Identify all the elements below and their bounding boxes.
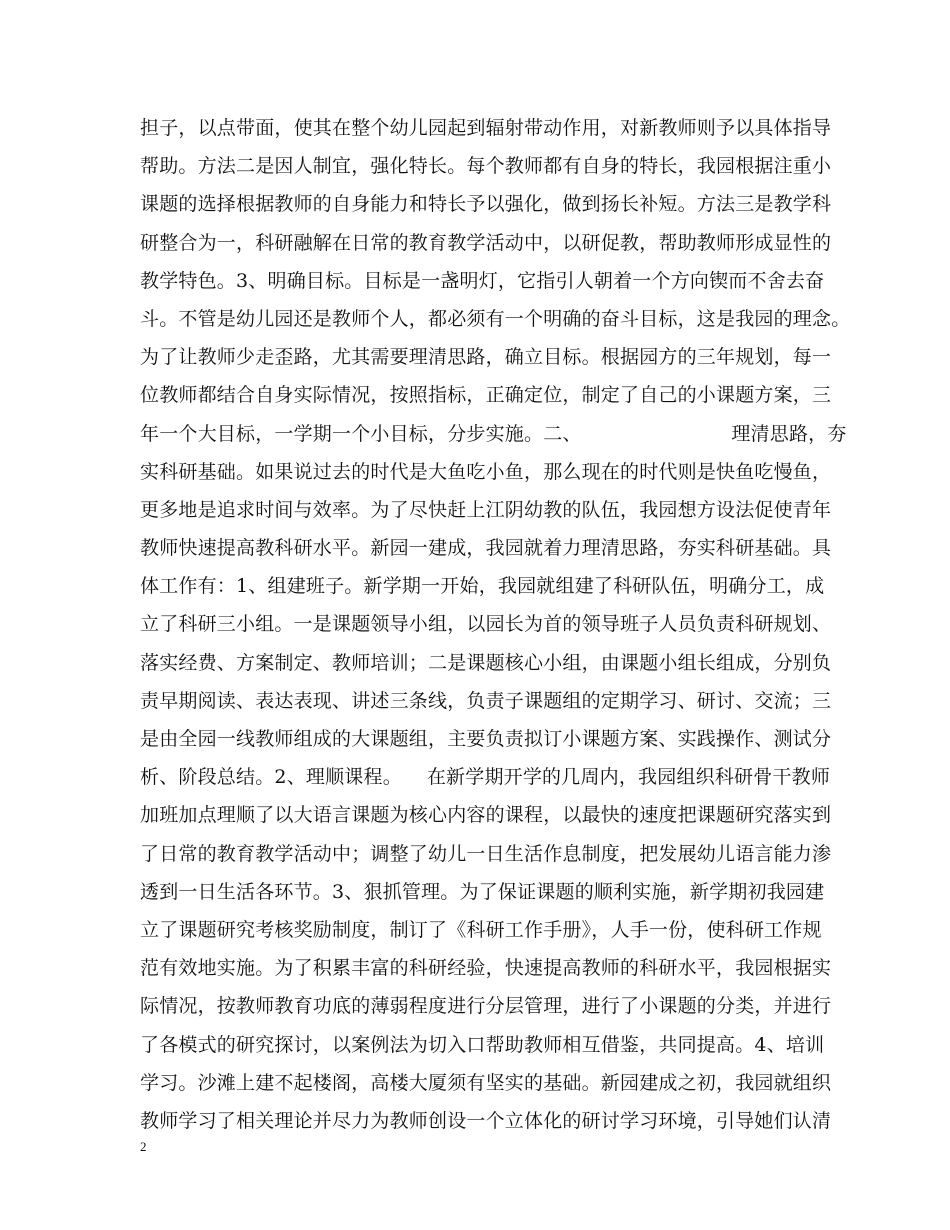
text-line: 加班加点理顺了以大语言课题为核心内容的课程，以最快的速度把课题研究落实到: [140, 804, 832, 827]
text-line: 课题的选择根据教师的自身能力和特长予以强化，做到扬长补短。方法三是教学科: [140, 193, 832, 216]
text-line: 了各模式的研究探讨，以案例法为切入口帮助教师相互借鉴，共同提高。4、培训: [140, 1033, 825, 1056]
text-line: 为了让教师少走歪路，尤其需要理清思路，确立目标。根据园方的三年规划，每一: [140, 346, 832, 369]
text-line: 立了课题研究考核奖励制度，制订了《科研工作手册》，人手一份，使科研工作规: [140, 918, 822, 941]
text-line: 立了科研三小组。一是课题领导小组，以园长为首的领导班子人员负责科研规划、: [140, 613, 832, 636]
text-line: 际情况，按教师教育功底的薄弱程度进行分层管理，进行了小课题的分类，并进行: [140, 995, 832, 1018]
text-line: 位教师都结合自身实际情况，按照指标，正确定位，制定了自己的小课题方案，三: [140, 384, 832, 407]
text-line: 析、阶段总结。2、理顺课程。 在新学期开学的几周内，我园组织科研骨干教师: [140, 766, 831, 789]
text-line: 帮助。方法二是因人制宜，强化特长。每个教师都有自身的特长，我园根据注重小: [140, 155, 832, 178]
text-line: 教学特色。3、明确目标。目标是一盏明灯，它指引人朝着一个方向锲而不舍去奋: [140, 269, 825, 292]
text-line: 实科研基础。如果说过去的时代是大鱼吃小鱼，那么现在的时代则是快鱼吃慢鱼，: [140, 460, 832, 483]
body-text: [140, 109, 851, 1140]
text-line: 教师学习了相关理论并尽力为教师创设一个立体化的研讨学习环境，引导她们认清: [140, 1109, 832, 1132]
text-line: 落实经费、方案制定、教师培训；二是课题核心小组，由课题小组长组成，分别负: [140, 651, 832, 674]
text-line: 担子，以点带面，使其在整个幼儿园起到辐射带动作用，对新教师则予以具体指导: [140, 117, 832, 139]
text-line: 体工作有：1、组建班子。新学期一开始，我园就组建了科研队伍，明确分工，成: [140, 575, 825, 598]
text-line: 研整合为一，科研融解在日常的教育教学活动中，以研促教，帮助教师形成显性的: [140, 231, 832, 254]
text-line: 学习。沙滩上建不起楼阁，高楼大厦须有坚实的基础。新园建成之初，我园就组织: [140, 1071, 832, 1094]
text-line: 了日常的教育教学活动中；调整了幼儿一日生活作息制度，把发展幼儿语言能力渗: [140, 842, 832, 865]
text-line: 斗。不管是幼儿园还是教师个人，都必须有一个明确的奋斗目标，这是我园的理念。: [140, 307, 851, 330]
page-number: 2: [140, 1139, 147, 1154]
text-line: 范有效地实施。为了积累丰富的科研经验，快速提高教师的科研水平，我园根据实: [140, 957, 832, 980]
text-line: 透到一日生活各环节。3、狠抓管理。为了保证课题的顺利实施，新学期初我园建: [140, 880, 825, 903]
text-line: 教师快速提高教科研水平。新园一建成，我园就着力理清思路，夯实科研基础。具: [140, 537, 832, 560]
text-line: 责早期阅读、表达表现、讲述三条线，负责子课题组的定期学习、研讨、交流；三: [140, 689, 832, 712]
text-line: 更多地是追求时间与效率。为了尽快赶上江阴幼教的队伍，我园想方设法促使青年: [140, 498, 832, 521]
text-line: 年一个大目标，一学期一个小目标，分步实施。二、 理清思路，夯: [140, 422, 847, 445]
text-line: 是由全园一线教师组成的大课题组，主要负责拟订小课题方案、实践操作、测试分: [140, 728, 832, 750]
